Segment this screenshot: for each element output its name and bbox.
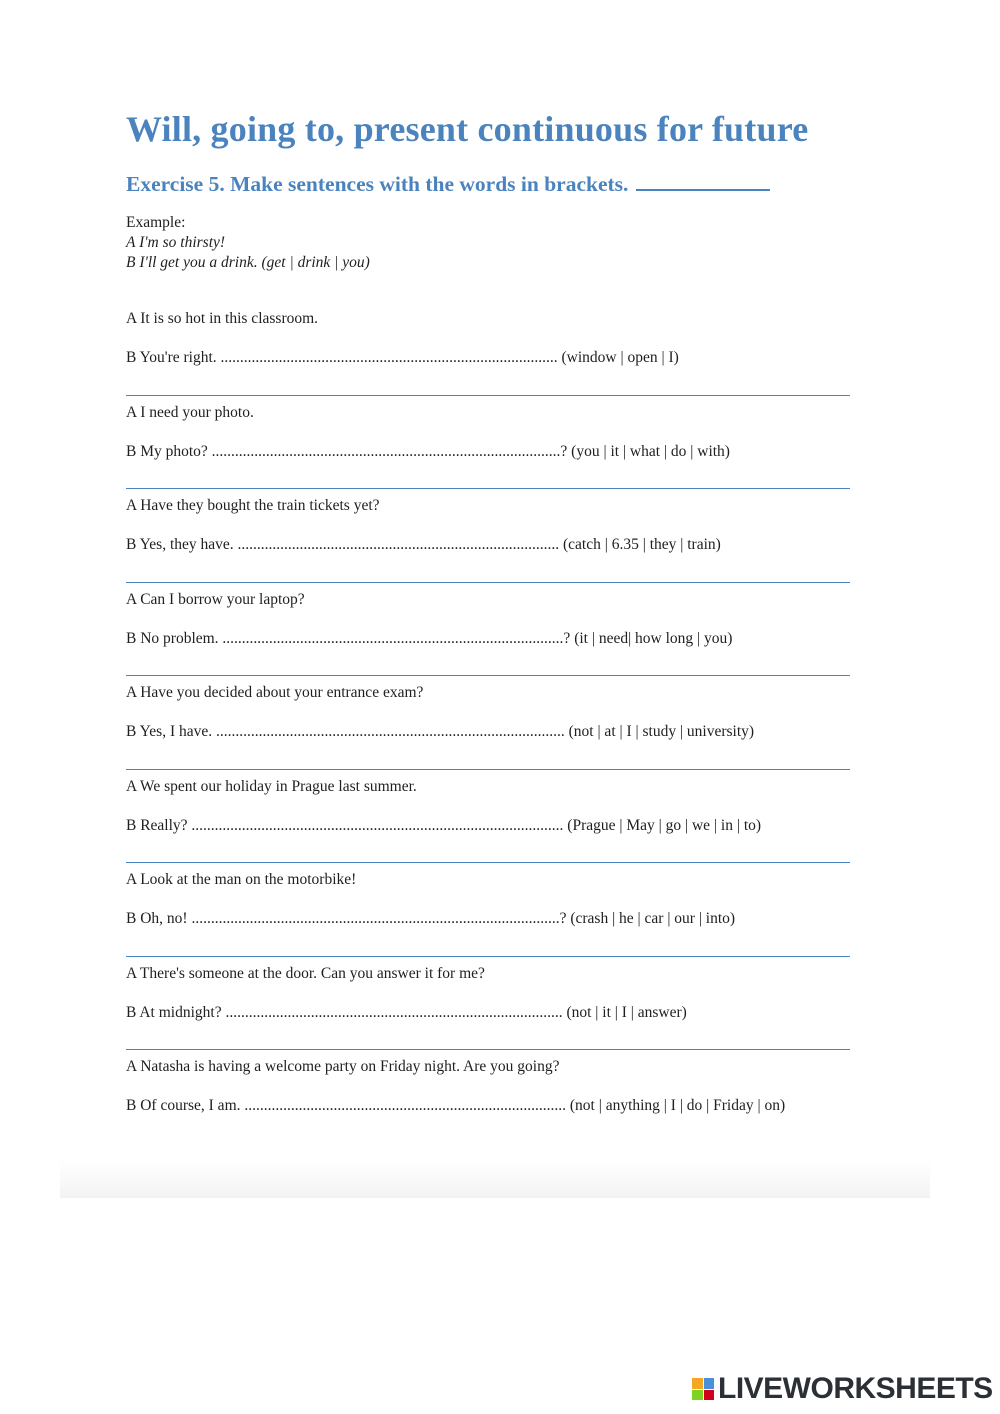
prompt-a: A Natasha is having a welcome party on Friday night. Are you going? [126, 1058, 560, 1075]
liveworksheets-logo[interactable] [692, 1372, 993, 1406]
exercise-item-8 [126, 957, 850, 1051]
heading-blank-line [636, 173, 770, 191]
exercise-item-1 [126, 302, 850, 396]
prompt-a: A Look at the man on the motorbike! [126, 871, 357, 888]
logo-square-4 [704, 1390, 715, 1401]
exercise-item-3 [126, 489, 850, 583]
exercise-item-5 [126, 676, 850, 770]
answer-line-b[interactable]: B No problem. ........................................................................................? (it | need| how long | you) [126, 629, 733, 647]
logo-text: LIVEWORKSHEETS [718, 1372, 993, 1405]
example-line-b: B I'll get you a drink. (get | drink | you) [126, 254, 370, 271]
example-label: Example: [126, 214, 186, 231]
prompt-a: A I need your photo. [126, 403, 254, 421]
answer-line-b[interactable]: B My photo? ..........................................................................................? (you | it | what | do | with) [126, 442, 730, 460]
answer-line-b[interactable]: B Oh, no! ...............................................................................................? (crash | he | car | our | into) [126, 910, 736, 927]
exercise-items [126, 302, 850, 1143]
page-bottom-edge [60, 1160, 930, 1198]
example-block [126, 213, 370, 273]
answer-line-b[interactable]: B Of course, I am. ................................................................................... (not | anything | I | do | Friday | on) [126, 1097, 786, 1114]
logo-square-2 [704, 1378, 715, 1389]
prompt-a: A Have you decided about your entrance exam? [126, 684, 424, 701]
exercise-heading-text: Exercise 5. Make sentences with the words in brackets. [126, 172, 629, 196]
logo-grid-icon [692, 1378, 714, 1400]
prompt-a: A Have they bought the train tickets yet? [126, 497, 380, 514]
exercise-heading [126, 172, 770, 197]
prompt-a: A We spent our holiday in Prague last summer. [126, 777, 417, 795]
prompt-a: A It is so hot in this classroom. [126, 310, 319, 327]
exercise-item-7 [126, 863, 850, 957]
exercise-item-9 [126, 1050, 850, 1143]
exercise-item-2 [126, 396, 850, 490]
answer-line-b[interactable]: B Yes, I have. .......................................................................................... (not | at | I | study | university) [126, 723, 755, 740]
answer-line-b[interactable]: B Yes, they have. ................................................................................... (catch | 6.35 | they | train) [126, 536, 721, 553]
prompt-a: A Can I borrow your laptop? [126, 590, 305, 608]
exercise-item-6 [126, 770, 850, 864]
answer-line-b[interactable]: B At midnight? ....................................................................................... (not | it | I | answer) [126, 1003, 687, 1021]
logo-square-3 [692, 1390, 703, 1401]
answer-line-b[interactable]: B You're right. ....................................................................................... (window | open | I) [126, 349, 679, 366]
example-line-a: A I'm so thirsty! [126, 234, 226, 251]
prompt-a: A There's someone at the door. Can you answer it for me? [126, 964, 485, 982]
answer-line-b[interactable]: B Really? ................................................................................................ (Prague | May | go | we | in | to) [126, 816, 762, 834]
page-title: Will, going to, present continuous for future [126, 109, 809, 149]
exercise-item-4 [126, 583, 850, 677]
logo-square-1 [692, 1378, 703, 1389]
